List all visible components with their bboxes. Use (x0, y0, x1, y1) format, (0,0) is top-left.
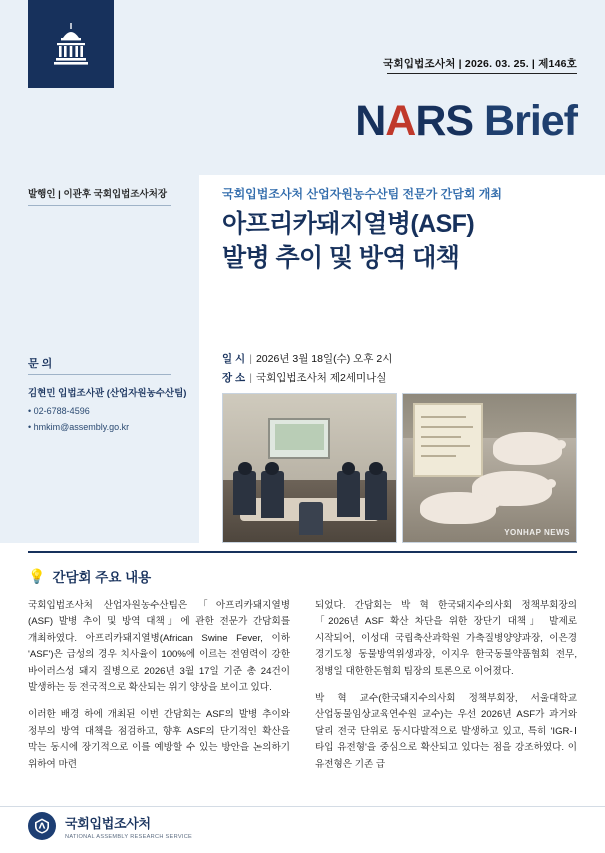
footer-name-en: NATIONAL ASSEMBLY RESEARCH SERVICE (65, 833, 193, 840)
section-divider (28, 551, 577, 553)
brand-brief: Brief (484, 97, 577, 145)
footer-divider (0, 806, 605, 807)
footer (28, 812, 192, 840)
lightbulb-icon: 💡 (28, 568, 46, 584)
photo-watermark: YONHAP NEWS (504, 528, 570, 537)
event-place-row: 장 소 | 국회입법조사처 제2세미나실 (222, 372, 387, 384)
page-title-line2: 발병 추이 및 방역 대책 (222, 244, 460, 272)
brand-n: N (355, 97, 386, 145)
event-meta (222, 350, 392, 388)
page-title (222, 207, 474, 275)
nars-emblem-icon (28, 812, 56, 840)
brand-rs: RS (415, 97, 474, 145)
footer-name-ko: 국회입법조사처 (65, 815, 151, 831)
issue-line: 국회입법조사처 | 2026. 03. 25. | 제146호 (383, 58, 577, 70)
brand-a: A (385, 97, 416, 145)
publisher-divider (28, 205, 171, 206)
body-column-right (315, 598, 577, 803)
contact-email[interactable]: • hmkim@assembly.go.kr (28, 419, 129, 435)
contact-phone: • 02-6788-4596 (28, 403, 129, 419)
section-heading (28, 566, 151, 586)
article-body (28, 598, 577, 803)
section-title: 간담회 주요 내용 (52, 570, 152, 585)
paragraph: 이러한 배경 하에 개최된 이번 간담회는 ASF의 발병 추이와 정부의 방역 대책을 점검하고, 향후 ASF의 단기적인 확산을 막는 동시에 장기적으로 이를 예방할 수 있는 방안을 논의하기 위하여 마련 (28, 709, 290, 770)
kicker-text: 국회입법조사처 산업자원농수산팀 전문가 간담회 개최 (222, 187, 502, 201)
contact-list (28, 403, 129, 435)
paragraph: 박 혁 교수(한국돼지수의사회 정책부회장, 서울대학교 산업동물임상교육연수원 교수)는 우선 2026년 ASF가 과거와 달리 전국 단위로 동시다발적으로 발생하고 있고, 특히 'IGR-Ⅰ 타입 유전형'을 중심으로 확산되고 있다는 점을 강조하였다. 이 유전형은 기존 급 (315, 693, 577, 770)
paragraph: 국회입법조사처 산업자원농수산팀은 「아프리카돼지열병(ASF) 발병 추이 및 방역 대책」에 관한 전문가 간담회를 개최하였다. 아프리카돼지열병(African Swine Fever, 이하 'ASF')은 급성의 경우 치사율이 100%에 이르는 전염력이 강한 바이러스성 돼지 질병으로 2026년 3월 17일 기준 총 24건이 발생하는 등 전국적으로 확산되는 위기 양상을 보이고 있다. (28, 600, 290, 694)
event-date-row: 일 시 | 2026년 3월 18일(수) 오후 2시 (222, 353, 393, 365)
event-date-label: 일 시 (222, 353, 246, 365)
contact-divider (28, 374, 171, 375)
body-column-left (28, 598, 290, 803)
pig-farm-photo (402, 393, 577, 543)
photo-strip (222, 393, 577, 543)
event-date-value: 2026년 3월 18일(수) 오후 2시 (255, 353, 393, 365)
issue-divider (387, 73, 577, 74)
paragraph: 되었다. 간담회는 박 혁 한국돼지수의사회 정책부회장의 「2026년 ASF 확산 차단을 위한 장단기 대책」 발제로 시작되어, 이성대 국립축산과학원 가축질병양양과장, 이은경 경기도청 동물방역위생과장, 이지우 한국동물약품협회 전무, 정병일 대한한돈협회 팀장의 토론으로 이어졌다. (315, 600, 577, 677)
page-title-line1: 아프리카돼지열병(ASF) (222, 210, 475, 238)
event-place-label: 장 소 (222, 372, 246, 384)
meeting-room-photo (222, 393, 397, 543)
contact-person: 김현민 입법조사관 (산업자원농수산팀) (28, 388, 187, 399)
brand-logo (355, 97, 577, 145)
footer-text (65, 813, 192, 840)
publisher-label: 발행인 | 이관후 국회입법조사처장 (28, 189, 168, 200)
event-place-value: 국회입법조사처 제2세미나실 (255, 372, 387, 384)
contact-heading: 문 의 (28, 358, 53, 370)
capitol-building-icon (28, 0, 114, 88)
